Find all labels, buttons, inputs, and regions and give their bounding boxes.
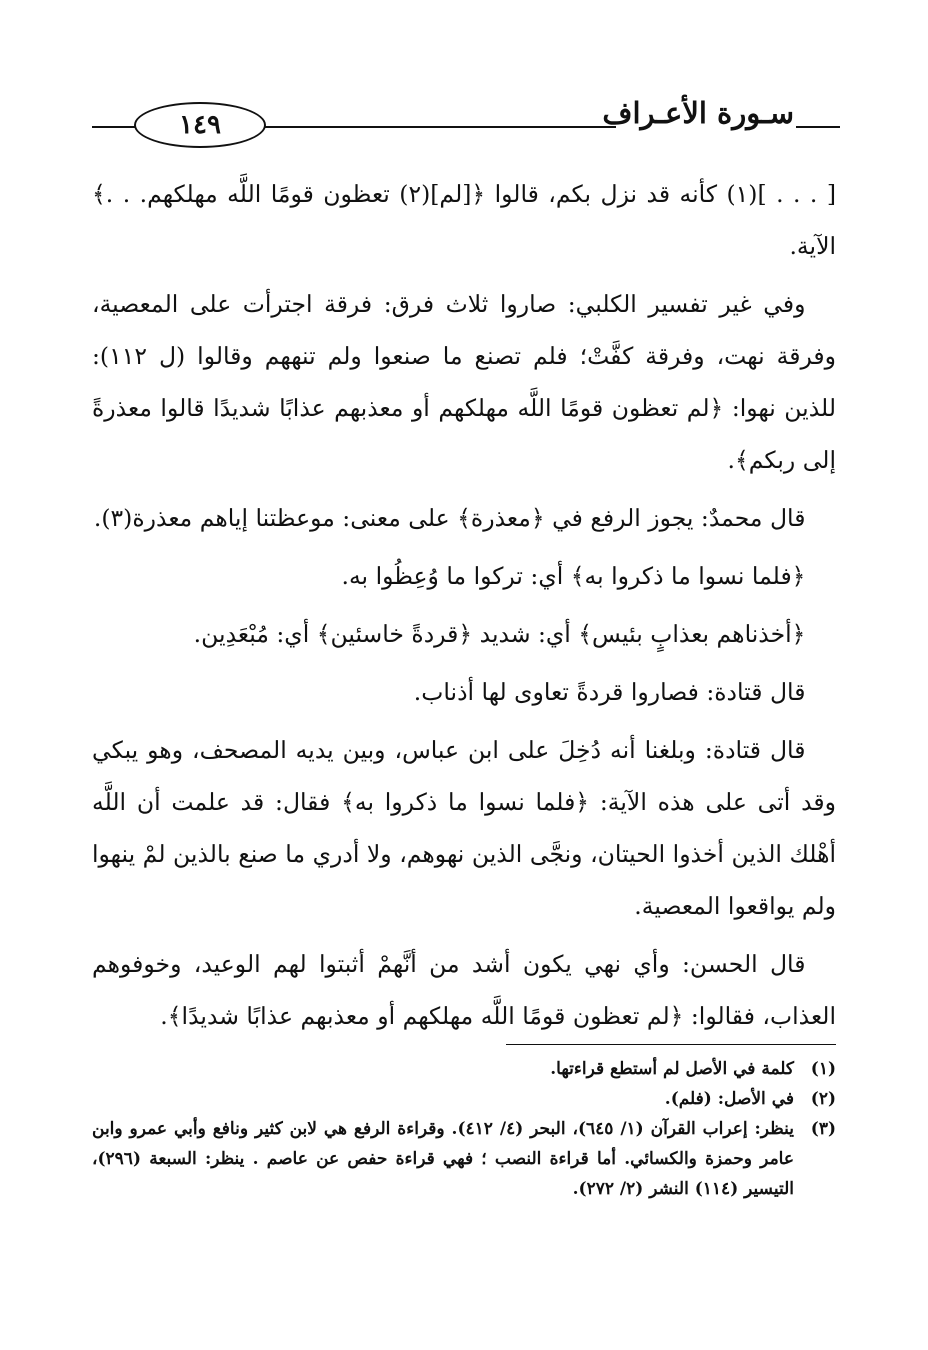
footnote-text: ينظر: إعراب القرآن (١/ ٦٤٥)، البحر (٤/ ٤١٢). وقراءة الرفع هي لابن كثير ونافع وأبي عمرو وابن عامر وحمزة والكسائي. أما قراءة النصب ؛ فهي قراءة حفص عن عاصم . ينظر: السبعة (٢٩٦)، التيسير (١١٤) النشر (٢/ ٢٧٢). xyxy=(92,1119,794,1199)
surah-title: سـورة الأعـراف xyxy=(602,96,794,130)
paragraph: وفي غير تفسير الكلبي: صاروا ثلاث فرق: فرقة اجترأت على المعصية، وفرقة نهت، وفرقة كفَّتْ؛ فلم تصنع ما صنعوا ولم تنههم وقالوا (ل ١١٢): للذين نهوا: ﴿لم تعظون قومًا اللَّه مهلكهم أو معذبهم عذابًا شديدًا قالوا معذرةً إلى ربكم﴾. xyxy=(92,290,836,474)
paragraph: قال قتادة: وبلغنا أنه دُخِلَ على ابن عباس، وبين يديه المصحف، وهو يبكي وقد أتى على هذه الآية: ﴿فلما نسوا ما ذكروا به﴾ فقال: قد علمت أن اللَّه أهْلك الذين أخذوا الحيتان، ونجَّى الذين نهوهم، ولا أدري ما صنع بالذين لمْ ينهوا ولم يواقعوا المعصية. xyxy=(92,736,836,920)
footnote-number: (٣) xyxy=(810,1119,836,1139)
footnote-text: كلمة في الأصل لم أستطع قراءتها. xyxy=(550,1059,794,1079)
page-header xyxy=(92,92,840,148)
footnote-separator xyxy=(506,1044,836,1045)
paragraph: [ . . . ](١) كأنه قد نزل بكم، قالوا ﴿[لم](٢) تعظون قومًا اللَّه مهلكهم. . .﴾ الآية. xyxy=(92,180,837,260)
paragraph: قال الحسن: وأي نهي يكون أشد من أنَّهمْ أثبتوا لهم الوعيد، وخوفوهم العذاب، فقالوا: ﴿لم تعظون قومًا اللَّه مهلكهم أو معذبهم عذابًا شديدًا﴾. xyxy=(92,950,836,1030)
header-rule-right xyxy=(796,126,840,128)
page-number: ١٤٩ xyxy=(179,110,221,140)
header-rule-middle xyxy=(264,126,616,128)
paragraph: ﴿فلما نسوا ما ذكروا به﴾ أي: تركوا ما وُعِظُوا به. xyxy=(341,562,806,590)
footnote-item xyxy=(92,1054,836,1084)
footnote-number: (١) xyxy=(810,1059,836,1079)
paragraph: قال قتادة: فصاروا قردةً تعاوى لها أذناب. xyxy=(413,678,806,706)
footnote-number: (٢) xyxy=(810,1089,836,1109)
page-number-badge xyxy=(134,102,266,148)
footnotes xyxy=(92,1054,836,1204)
paragraph: قال محمدٌ: يجوز الرفع في ﴿معذرة﴾ على معنى: موعظتنا إياهم معذرة(٣). xyxy=(93,504,806,532)
footnote-text: في الأصل: (فلم). xyxy=(664,1089,794,1109)
main-text xyxy=(92,168,836,1048)
paragraph: ﴿أخذناهم بعذابٍ بئيس﴾ أي: شديد ﴿قردةً خاسئين﴾ أي: مُبْعَدِين. xyxy=(193,620,806,648)
footnote-item xyxy=(92,1114,836,1204)
footnote-item xyxy=(92,1084,836,1114)
header-rule-left xyxy=(92,126,138,128)
